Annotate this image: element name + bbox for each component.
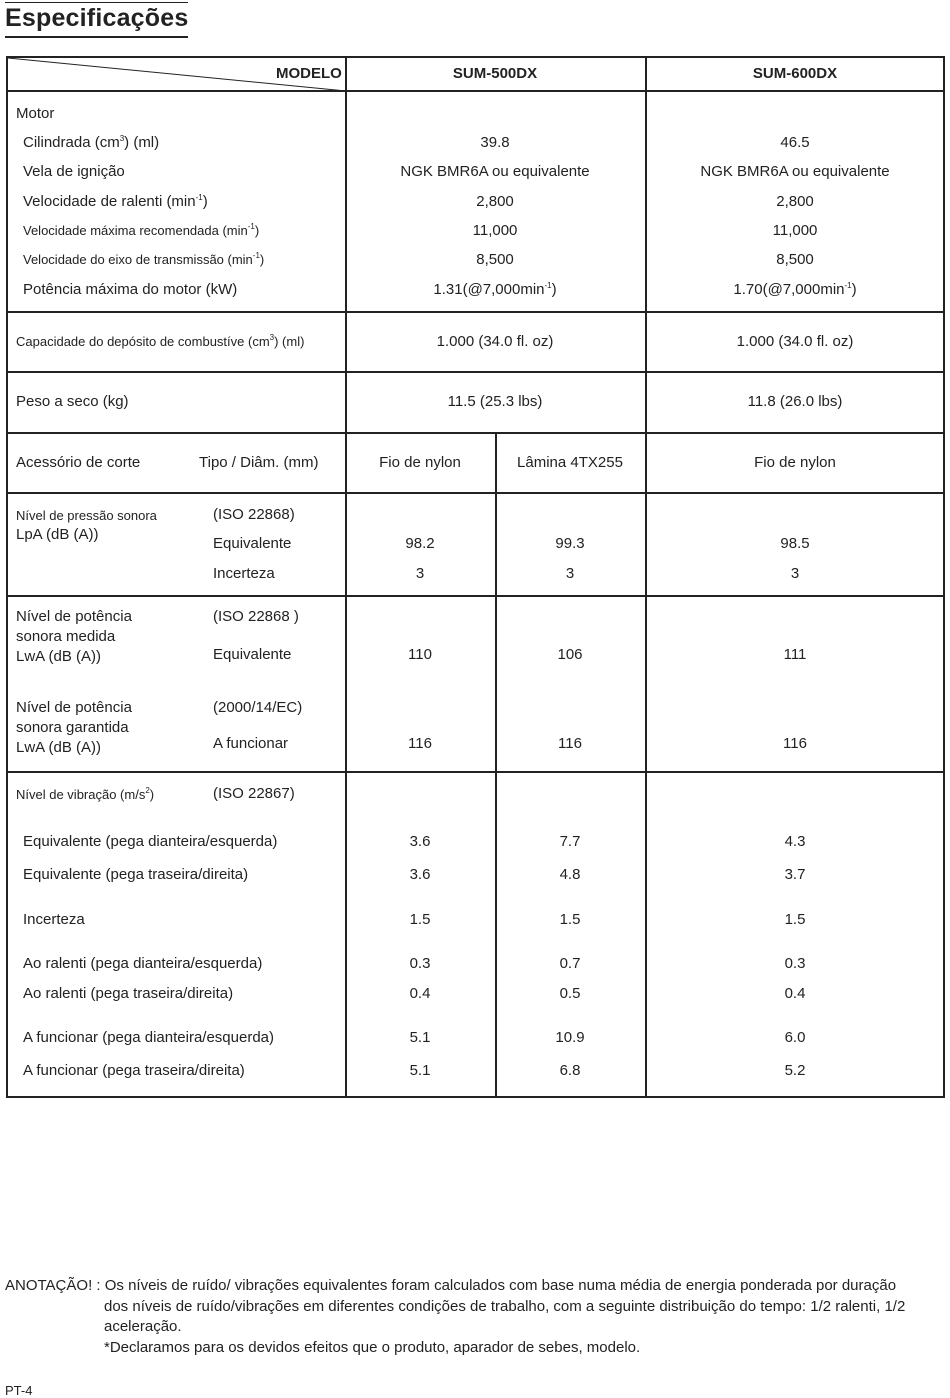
power-measured-equiv-label: Equivalente [213,646,292,663]
pressure-equiv-value: 98.5 [780,535,810,552]
motor-row-label: Vela de ignição [23,163,125,180]
note-line: aceleração. [104,1318,182,1335]
pressure-unc-value: 3 [565,565,575,582]
vibration-value: 4.3 [784,833,806,850]
motor-row-value-1: 11,000 [472,222,518,239]
note-line: *Declaramos para os devidos efeitos que o produto, aparador de sebes, modelo. [104,1338,641,1356]
vibration-value: 10.9 [555,1029,585,1046]
power-guaranteed-value: 116 [558,735,582,752]
vibration-row-label: Equivalente (pega dianteira/esquerda) [23,833,278,850]
motor-row-value-2: 8,500 [776,251,814,268]
weight-value-1: 11.5 (25.3 lbs) [447,393,543,410]
power-measured-standard: (ISO 22868 ) [213,608,299,625]
row-divider-motor [6,311,945,313]
motor-row-value-2: 11,000 [772,222,818,239]
model-1-header: SUM-500DX [452,65,538,82]
pressure-equiv-label: Equivalente [213,535,292,552]
motor-row-label: Velocidade de ralenti $(\min^{-1})$ [23,193,208,210]
vibration-row-label: A funcionar (pega dianteira/esquerda) [23,1029,275,1046]
vibration-value: 3.6 [409,833,431,850]
pressure-standard: (ISO 22868) [213,506,295,523]
pressure-equiv-value: 99.3 [555,535,585,552]
vibration-label: Nível de vibração $(m/s^2)$ [16,786,155,802]
vibration-value: 0.7 [559,955,581,972]
pressure-label: Nível de pressão sonora [16,508,157,523]
cutting-value-c: Fio de nylon [754,454,836,471]
modelo-label: MODELO [276,65,342,82]
col-divider-2 [645,56,647,1098]
motor-row-label: Velocidade máxima recomendada $(\min^{-1})$ [23,222,260,238]
model-2-header: SUM-600DX [752,65,838,82]
row-divider-pressure [6,595,945,597]
vibration-value: 5.1 [409,1029,431,1046]
motor-row-value-1: $1.31(@7,000\min^{-1})$ [433,281,557,298]
page-number: PT-4 [5,1383,33,1398]
row-divider-cutting [6,492,945,494]
note-line: dos níveis de ruído/vibrações em diferentes condições de trabalho, com a seguinte distribuição do tempo: 1/2 ralenti, 1/2 [104,1297,906,1315]
fuel-label: Capacidade do depósito de combustíve $(cm^3)$ (ml) [16,333,305,349]
vibration-value: 6.0 [784,1029,806,1046]
cutting-type-label: Tipo / Diâm. (mm) [199,454,319,471]
motor-row-label: Potência máxima do motor (kW) [23,281,238,298]
vibration-value: 4.8 [559,866,581,883]
cutting-value-b: Lâmina 4TX255 [517,454,623,471]
row-divider-fuel [6,371,945,373]
pressure-unit: LpA (dB (A)) [16,526,99,543]
power-measured-value: 110 [408,646,432,663]
vibration-value: 1.5 [409,911,431,928]
motor-row-value-1: 39.8 [480,134,510,151]
vibration-value: 7.7 [559,833,581,850]
pressure-unc-value: 3 [415,565,425,582]
motor-row-value-1: NGK BMR6A ou equivalente [400,163,590,180]
vibration-value: 1.5 [559,911,581,928]
vibration-row-label: Ao ralenti (pega dianteira/esquerda) [23,955,263,972]
power-guaranteed-standard: (2000/14/EC) [213,699,303,716]
power-measured-value: 106 [557,646,583,663]
vibration-row-label: Incerteza [23,911,85,928]
vibration-value: 5.2 [784,1062,806,1079]
motor-row-value-1: 2,800 [476,193,514,210]
motor-row-value-1: 8,500 [476,251,514,268]
vibration-value: 0.3 [784,955,806,972]
motor-title: Motor [16,105,55,122]
vibration-value: 5.1 [409,1062,431,1079]
cutting-value-a: Fio de nylon [379,454,461,471]
vibration-value: 0.5 [559,985,581,1002]
row-divider-weight [6,432,945,434]
vibration-row-label: A funcionar (pega traseira/direita) [23,1062,245,1079]
note-block [5,1276,940,1358]
cutting-label: Acessório de corte [16,454,141,471]
motor-row-value-2: NGK BMR6A ou equivalente [700,163,890,180]
vibration-value: 0.3 [409,955,431,972]
power-guaranteed-label: LwA (dB (A)) [16,739,102,756]
vibration-value: 3.7 [784,866,806,883]
col-divider-sub [495,432,497,1098]
motor-row-value-2: 2,800 [776,193,814,210]
vibration-value: 1.5 [784,911,806,928]
motor-row-label: Velocidade do eixo de transmissão $(\min^{-1})$ [23,251,265,267]
power-measured-value: 111 [783,646,807,663]
power-measured-label: LwA (dB (A)) [16,648,102,665]
power-guaranteed-value: 116 [408,735,432,752]
power-guaranteed-label: sonora garantida [16,719,129,736]
vibration-row-label: Equivalente (pega traseira/direita) [23,866,249,883]
page-title: Especificações [5,4,189,32]
motor-row-value-2: 46.5 [780,134,810,151]
title-underline [5,36,188,38]
title-top-rule [5,2,188,3]
power-guaranteed-label: Nível de potência [16,699,132,716]
vibration-row-label: Ao ralenti (pega traseira/direita) [23,985,234,1002]
vibration-value: 6.8 [559,1062,581,1079]
vibration-standard: (ISO 22867) [213,785,295,802]
weight-label: Peso a seco (kg) [16,393,129,410]
row-divider-power [6,771,945,773]
spec-table [6,56,945,1098]
pressure-unc-value: 3 [790,565,800,582]
power-guaranteed-run-label: A funcionar [213,735,289,752]
power-measured-label: Nível de potência [16,608,132,625]
col-divider-1 [345,56,347,1098]
motor-row-value-2: $1.70(@7,000\min^{-1})$ [733,281,857,298]
vibration-value: 0.4 [784,985,806,1002]
fuel-value-1: 1.000 (34.0 fl. oz) [436,333,554,350]
note-line: ANOTAÇÃO! : Os níveis de ruído/ vibrações equivalentes foram calculados com base numa média de energia ponderada por duração [5,1277,897,1294]
pressure-equiv-value: 98.2 [405,535,435,552]
vibration-value: 3.6 [409,866,431,883]
power-measured-label: sonora medida [16,628,116,645]
power-guaranteed-value: 116 [783,735,807,752]
pressure-unc-label: Incerteza [213,565,275,582]
vibration-value: 0.4 [409,985,431,1002]
motor-row-label: Cilindrada $(cm^3)$ (ml) [23,134,160,151]
fuel-value-2: 1.000 (34.0 fl. oz) [736,333,854,350]
weight-value-2: 11.8 (26.0 lbs) [747,393,843,410]
